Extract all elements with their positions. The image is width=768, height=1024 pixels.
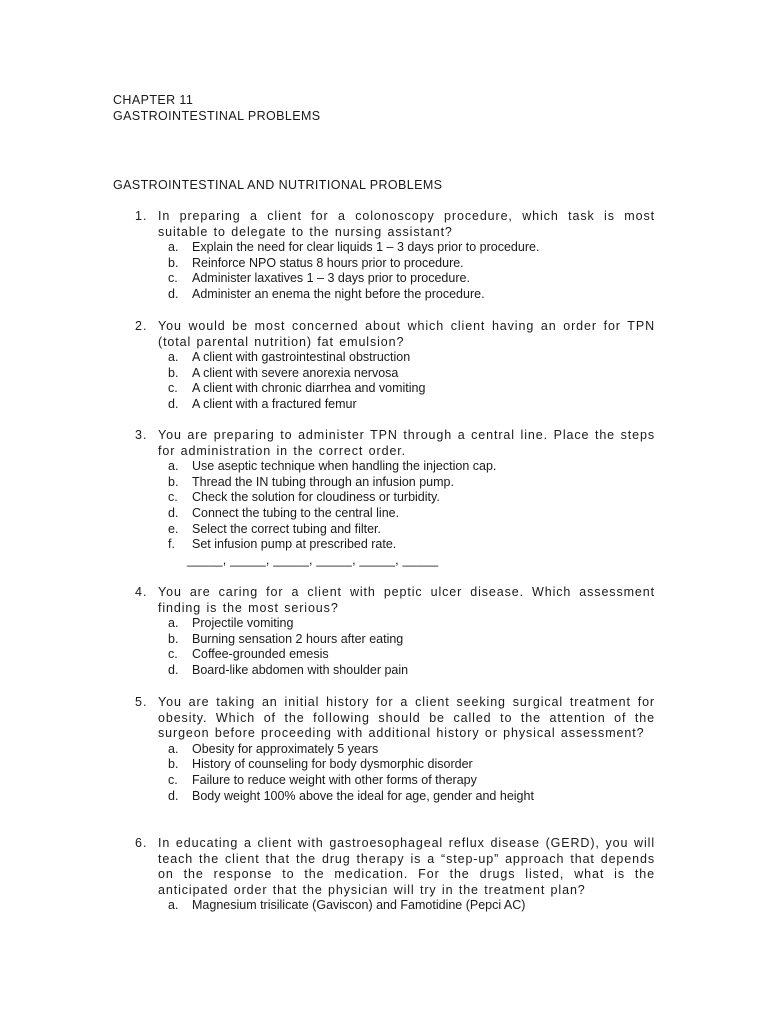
question-text: In preparing a client for a colonoscopy procedure, which task is most suitable to delegate to the nursing assistant? [158, 209, 655, 239]
question-3 [135, 428, 655, 568]
question-text: You are caring for a client with peptic ulcer disease. Which assessment finding is the most serious? [158, 585, 655, 615]
answer-option [168, 898, 655, 914]
option-letter: a. [168, 350, 179, 365]
option-letter: b. [168, 757, 179, 772]
question-6 [135, 836, 655, 914]
option-text: Reinforce NPO status 8 hours prior to procedure. [192, 255, 464, 270]
option-text: Projectile vomiting [192, 616, 294, 631]
option-text: History of counseling for body dysmorphic disorder [192, 757, 473, 772]
answer-option [168, 742, 655, 758]
option-letter: b. [168, 631, 179, 646]
answer-option [168, 256, 655, 272]
option-letter: d. [168, 286, 179, 301]
question-text: You are taking an initial history for a client seeking surgical treatment for obesity. Which of the following should be called to the attention of the surgeon before proceeding with additional history or physical assessment? [158, 695, 655, 741]
question-1 [135, 209, 655, 303]
answer-option [168, 271, 655, 287]
option-letter: a. [168, 459, 179, 474]
answer-option [168, 757, 655, 773]
question-number: 2. [135, 319, 148, 333]
option-letter: d. [168, 505, 179, 520]
option-letter: c. [168, 490, 178, 505]
question-text: You are preparing to administer TPN through a central line. Place the steps for administration in the correct order. [158, 428, 655, 458]
answer-option [168, 506, 655, 522]
option-text: Burning sensation 2 hours after eating [192, 631, 404, 646]
answer-option [168, 350, 655, 366]
answer-option [168, 459, 655, 475]
answer-options [135, 459, 655, 553]
answer-option [168, 522, 655, 538]
question-number: 5. [135, 695, 148, 709]
option-letter: b. [168, 474, 179, 489]
answer-option [168, 397, 655, 413]
option-letter: a. [168, 898, 179, 913]
answer-options [135, 350, 655, 412]
question-5 [135, 695, 655, 804]
option-letter: b. [168, 255, 179, 270]
option-letter: d. [168, 396, 179, 411]
answer-option [168, 616, 655, 632]
answer-option [168, 773, 655, 789]
answer-blanks: _____, _____, _____, _____, _____, _____ [187, 552, 439, 567]
option-text: A client with a fractured femur [192, 396, 357, 411]
option-letter: c. [168, 647, 178, 662]
option-letter: a. [168, 616, 179, 631]
answer-options [135, 616, 655, 678]
question-number: 1. [135, 209, 148, 223]
option-text: Obesity for approximately 5 years [192, 741, 379, 756]
option-text: Connect the tubing to the central line. [192, 505, 400, 520]
answer-options [135, 240, 655, 302]
answer-option [168, 475, 655, 491]
option-text: Administer an enema the night before the procedure. [192, 286, 485, 301]
answer-option [168, 537, 655, 553]
option-letter: c. [168, 271, 178, 286]
option-letter: f. [168, 537, 175, 552]
section-title: GASTROINTESTINAL AND NUTRITIONAL PROBLEMS [113, 178, 443, 192]
option-letter: d. [168, 662, 179, 677]
option-text: Thread the IN tubing through an infusion pump. [192, 474, 454, 489]
answer-option [168, 647, 655, 663]
question-number: 4. [135, 585, 148, 599]
option-letter: b. [168, 365, 179, 380]
question-text: You would be most concerned about which client having an order for TPN (total parental nutrition) fat emulsion? [158, 319, 655, 349]
answer-option [168, 632, 655, 648]
chapter-title: GASTROINTESTINAL PROBLEMS [113, 109, 321, 123]
option-text: Select the correct tubing and filter. [192, 521, 381, 536]
option-text: Body weight 100% above the ideal for age, gender and height [192, 788, 534, 803]
question-4 [135, 585, 655, 679]
option-letter: d. [168, 788, 179, 803]
option-letter: e. [168, 521, 179, 536]
option-text: Failure to reduce weight with other forms of therapy [192, 772, 477, 787]
option-letter: a. [168, 240, 179, 255]
chapter-number: CHAPTER 11 [113, 93, 194, 107]
answer-option [168, 490, 655, 506]
option-text: Administer laxatives 1 – 3 days prior to procedure. [192, 271, 470, 286]
question-number: 3. [135, 428, 148, 442]
option-text: Board-like abdomen with shoulder pain [192, 662, 409, 677]
answer-options [135, 742, 655, 804]
option-text: Explain the need for clear liquids 1 – 3 days prior to procedure. [192, 240, 540, 255]
answer-option [168, 240, 655, 256]
answer-option [168, 287, 655, 303]
answer-option [168, 663, 655, 679]
question-text: In educating a client with gastroesophageal reflux disease (GERD), you will teach the client that the drug therapy is a “step-up” approach that depends on the response to the medication. For the drugs listed, what is the anticipated order that the physician will try in the treatment plan? [158, 836, 655, 897]
question-2 [135, 319, 655, 413]
option-text: A client with chronic diarrhea and vomiting [192, 381, 426, 396]
option-text: A client with gastrointestinal obstruction [192, 350, 411, 365]
option-letter: c. [168, 381, 178, 396]
answer-options [135, 898, 655, 914]
option-text: Magnesium trisilicate (Gaviscon) and Famotidine (Pepci AC) [192, 898, 526, 913]
answer-option [168, 366, 655, 382]
option-text: Coffee-grounded emesis [192, 647, 329, 662]
answer-option [168, 789, 655, 805]
question-number: 6. [135, 836, 148, 850]
option-text: Set infusion pump at prescribed rate. [192, 537, 397, 552]
option-text: Use aseptic technique when handling the injection cap. [192, 459, 497, 474]
option-letter: a. [168, 741, 179, 756]
option-text: A client with severe anorexia nervosa [192, 365, 399, 380]
option-text: Check the solution for cloudiness or turbidity. [192, 490, 440, 505]
option-letter: c. [168, 772, 178, 787]
answer-option [168, 381, 655, 397]
